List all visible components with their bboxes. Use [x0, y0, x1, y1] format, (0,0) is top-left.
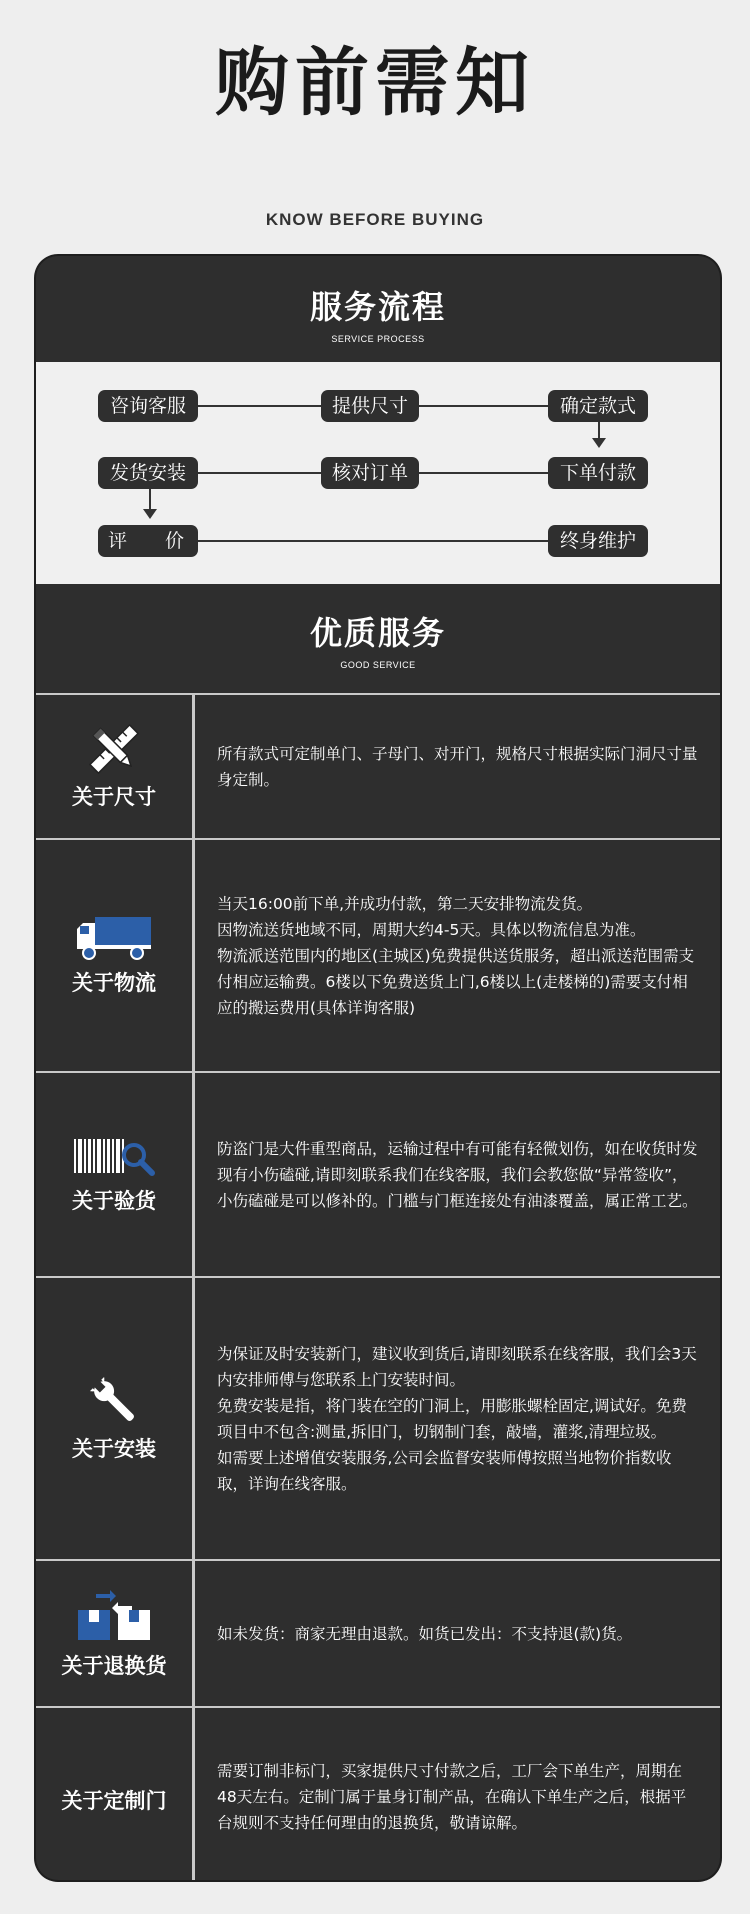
step-check-order: 核对订单	[321, 457, 419, 489]
page-title: 购前需知	[215, 40, 535, 126]
row-label: 关于退换货	[61, 1653, 167, 1678]
row-text: 为保证及时安装新门，建议收到货后,请即刻联系在线客服，我们会3天内安排师傅与您联系上门安装时间。	[217, 1344, 697, 1389]
step-pay: 下单付款	[548, 457, 648, 489]
process-flow	[36, 362, 720, 584]
row-text: 物流派送范围内的地区(主城区)免费提供送货服务，超出派送范围需支付相应运输费。6楼以下免费送货上门,6楼以上(走楼梯的)需要支付相应的搬运费用(具体详询客服)	[217, 946, 695, 1017]
table-row	[36, 1278, 720, 1561]
barcode-search-icon	[72, 1135, 156, 1179]
table-row	[36, 695, 720, 840]
service-process-subtitle: SERVICE PROCESS	[331, 334, 425, 344]
box-exchange-icon	[74, 1588, 154, 1644]
good-service-subtitle: GOOD SERVICE	[340, 660, 416, 670]
table-row	[36, 1561, 720, 1708]
service-process-title: 服务流程	[309, 288, 446, 326]
page-subtitle: KNOW BEFORE BUYING	[265, 210, 485, 229]
row-text: 因物流送货地域不同，周期大约4-5天。具体以物流信息为准。	[217, 920, 646, 939]
step-consult: 咨询客服	[98, 390, 198, 422]
row-label: 关于安装	[72, 1436, 156, 1461]
step-size: 提供尺寸	[321, 390, 419, 422]
flow-arrow-line	[149, 489, 151, 511]
table-row	[36, 1708, 720, 1880]
row-text: 需要订制非标门，买家提供尺寸付款之后，工厂会下单生产，周期在48天左右。定制门属于量身订制产品，在确认下单生产之后，根据平台规则不支持任何理由的退换货，敬请谅解。	[217, 1762, 687, 1832]
row-text: 所有款式可定制单门、子母门、对开门，规格尺寸根据实际门洞尺寸量身定制。	[217, 744, 698, 789]
arrow-down-icon	[592, 438, 606, 448]
good-service-title: 优质服务	[309, 614, 446, 652]
row-label: 关于定制门	[61, 1789, 167, 1813]
table-row	[36, 840, 720, 1073]
table-row	[36, 1073, 720, 1278]
step-review: 评 价	[98, 525, 198, 557]
pencil-ruler-icon	[88, 723, 140, 775]
row-label: 关于物流	[72, 970, 156, 995]
row-text: 免费安装是指，将门装在空的门洞上，用膨胀螺栓固定,调试好。免费项目中不包含:测量,拆旧门，切钢制门套，敲墙，灌浆,清理垃圾。	[217, 1396, 687, 1441]
arrow-down-icon	[143, 509, 157, 519]
good-service-header	[36, 608, 720, 670]
row-label: 关于验货	[72, 1188, 156, 1213]
info-card	[36, 256, 720, 1880]
step-ship: 发货安装	[98, 457, 198, 489]
step-maintain: 终身维护	[548, 525, 648, 557]
row-text: 如需要上述增值安装服务,公司会监督安装师傅按照当地物价指数收取，详询在线客服。	[217, 1448, 672, 1493]
row-text: 如未发货：商家无理由退款。如货已发出：不支持退(款)货。	[217, 1624, 633, 1643]
row-text: 当天16:00前下单,并成功付款，第二天安排物流发货。	[217, 894, 593, 913]
service-process-header	[36, 282, 720, 344]
step-confirm-style: 确定款式	[548, 390, 648, 422]
row-text: 防盗门是大件重型商品，运输过程中有可能有轻微划伤，如在收货时发现有小伤磕碰,请即刻联系我们在线客服，我们会教您做“异常签收”，小伤磕碰是可以修补的。门槛与门框连接处有油漆覆盖，属正常工艺。	[217, 1139, 698, 1210]
wrench-icon	[88, 1375, 140, 1427]
truck-icon	[75, 915, 153, 961]
row-label: 关于尺寸	[72, 784, 156, 809]
service-table	[36, 693, 720, 1880]
